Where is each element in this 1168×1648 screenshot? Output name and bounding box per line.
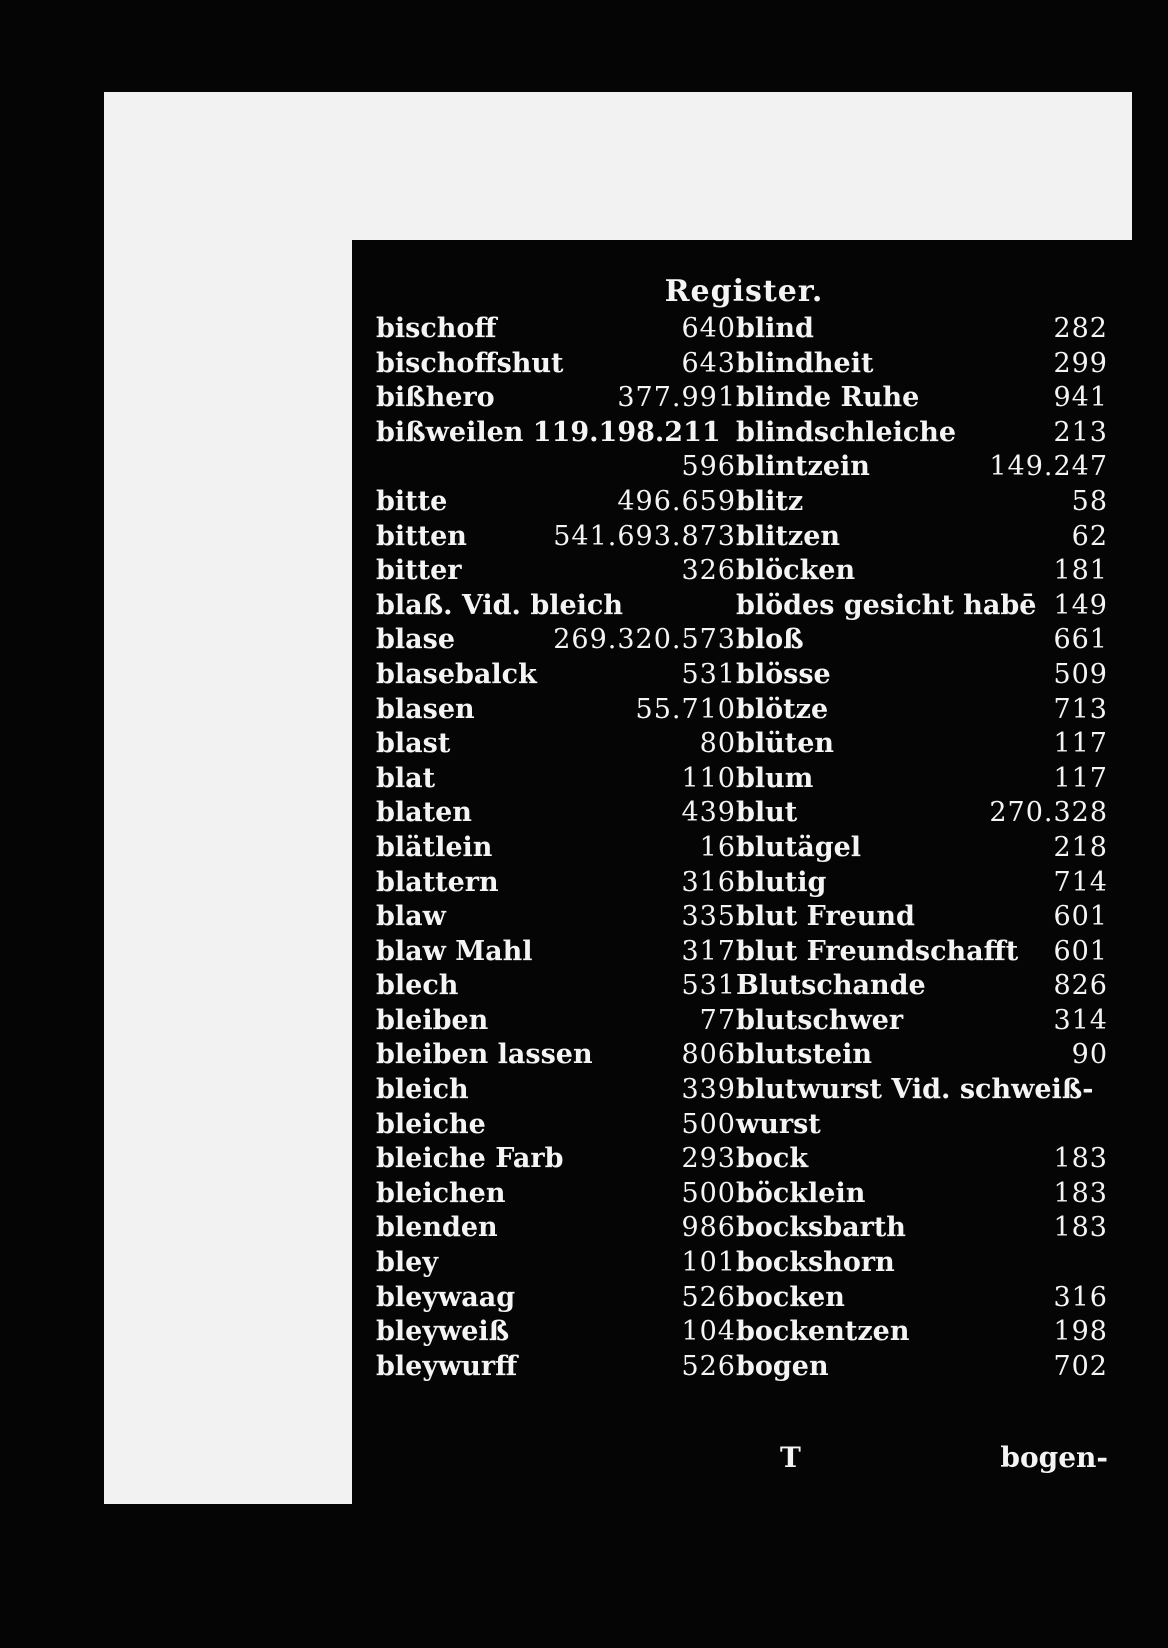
- index-entry: [736, 1177, 1108, 1212]
- index-entry: [736, 589, 1108, 624]
- entry-term: böcklein: [736, 1177, 866, 1209]
- entry-page-refs: 16: [699, 831, 736, 863]
- entry-page-refs: 117: [1053, 762, 1108, 794]
- catchword: bogen-: [1000, 1441, 1108, 1474]
- entry-page-refs: 316: [1053, 1281, 1108, 1313]
- entry-term: blöcken: [736, 555, 856, 587]
- index-entry: [376, 831, 736, 866]
- index-column-left: [376, 312, 736, 1384]
- entry-term: bleywaag: [376, 1281, 516, 1313]
- index-entry: [376, 1038, 736, 1073]
- entry-term: blase: [376, 624, 456, 656]
- index-entry: [376, 1246, 736, 1281]
- entry-page-refs: 941: [1053, 382, 1108, 414]
- entry-page-refs: 183: [1053, 1212, 1108, 1244]
- index-entry: [376, 727, 736, 762]
- entry-page-refs: 335: [681, 901, 736, 933]
- entry-page-refs: 702: [1053, 1350, 1108, 1382]
- entry-term: blum: [736, 762, 814, 794]
- entry-term: bischoff: [376, 313, 497, 344]
- index-entry: [376, 1211, 736, 1246]
- index-entry: [736, 347, 1108, 382]
- entry-page-refs: 713: [1053, 693, 1108, 725]
- entry-page-refs: 439: [681, 797, 736, 829]
- catchword-line: [736, 1440, 1108, 1476]
- entry-page-refs: 601: [1053, 901, 1108, 933]
- index-entry: [376, 796, 736, 831]
- entry-page-refs: 496.659: [617, 485, 736, 517]
- index-entry: [376, 900, 736, 935]
- paper-sheet: [104, 92, 1132, 1504]
- entry-term: blinde Ruhe: [736, 382, 920, 414]
- entry-term: bleichen: [376, 1177, 506, 1209]
- entry-page-refs: 526: [681, 1281, 736, 1313]
- entry-term: Blutschande: [736, 970, 926, 1002]
- index-entry: [736, 900, 1108, 935]
- entry-term: bley: [376, 1247, 439, 1279]
- index-entry: [736, 935, 1108, 970]
- entry-page-refs: 526: [681, 1350, 736, 1382]
- entry-page-refs: 58: [1071, 485, 1108, 517]
- index-entry: [736, 1315, 1108, 1350]
- entry-term: bleywurff: [376, 1350, 518, 1382]
- entry-term: bleich: [376, 1074, 469, 1106]
- index-entry: [736, 1073, 1108, 1108]
- entry-term: blösse: [736, 658, 831, 690]
- index-entry: [736, 416, 1108, 451]
- entry-term: bitte: [376, 485, 448, 517]
- entry-term: blaw: [376, 901, 446, 933]
- entry-page-refs: 77: [699, 1004, 736, 1036]
- entry-page-refs: 149.247: [989, 451, 1108, 483]
- entry-term: bockshorn: [736, 1247, 895, 1279]
- index-entry: [376, 416, 736, 451]
- index-entry: [376, 1281, 736, 1316]
- entry-page-refs: 316: [681, 866, 736, 898]
- entry-page-refs: 500: [681, 1108, 736, 1140]
- entry-page-refs: 104: [681, 1316, 736, 1348]
- register-page: [352, 240, 1136, 1562]
- entry-page-refs: 806: [681, 1039, 736, 1071]
- entry-term: blat: [376, 762, 436, 794]
- index-entry: [376, 312, 736, 347]
- entry-term: bogen: [736, 1350, 829, 1382]
- index-entry: [376, 554, 736, 589]
- index-entry: [376, 1315, 736, 1350]
- index-entry: [736, 1142, 1108, 1177]
- entry-page-refs: 149: [1053, 589, 1108, 621]
- index-entry: [736, 796, 1108, 831]
- index-entry: [376, 693, 736, 728]
- index-entry: [376, 935, 736, 970]
- index-entry: [736, 762, 1108, 797]
- entry-page-refs: 218: [1053, 831, 1108, 863]
- entry-term: blutwurst Vid. schweiß-: [736, 1074, 1094, 1106]
- entry-term: blutig: [736, 866, 827, 898]
- index-entry: [736, 381, 1108, 416]
- entry-term: blaß. Vid. bleich: [376, 589, 623, 621]
- entry-page-refs: 531: [681, 970, 736, 1002]
- index-entry: [376, 866, 736, 901]
- entry-term: blaten: [376, 797, 472, 829]
- signature-mark: T: [780, 1441, 801, 1474]
- entry-term: blech: [376, 970, 459, 1002]
- entry-page-refs: 541.693.873: [553, 520, 736, 552]
- entry-page-refs: 314: [1053, 1004, 1108, 1036]
- entry-term: bleiche: [376, 1108, 486, 1140]
- entry-page-refs: 198: [1053, 1316, 1108, 1348]
- entry-term: blaw Mahl: [376, 935, 533, 967]
- entry-term: wurst: [736, 1108, 821, 1140]
- entry-page-refs: 299: [1053, 347, 1108, 379]
- entry-page-refs: 269.320.573: [553, 624, 736, 656]
- entry-page-refs: 986: [681, 1212, 736, 1244]
- entry-page-refs: 339: [681, 1074, 736, 1106]
- entry-term: blindschleiche: [736, 416, 957, 448]
- index-entry: [376, 589, 736, 624]
- index-entry: [376, 658, 736, 693]
- entry-term: bocksbarth: [736, 1212, 906, 1244]
- entry-page-refs: 596: [681, 451, 736, 483]
- index-entry: [376, 1350, 736, 1385]
- index-entry: [736, 658, 1108, 693]
- entry-term: blut Freund: [736, 901, 915, 933]
- entry-page-refs: 183: [1053, 1143, 1108, 1175]
- entry-page-refs: 509: [1053, 658, 1108, 690]
- index-entry: [736, 831, 1108, 866]
- entry-term: bitter: [376, 555, 462, 587]
- index-entry: [736, 1246, 1108, 1281]
- index-entry: [376, 1108, 736, 1143]
- entry-term: blast: [376, 728, 451, 760]
- entry-page-refs: 640: [681, 313, 736, 344]
- index-entry: [736, 1108, 1108, 1143]
- index-entry: [376, 623, 736, 658]
- entry-page-refs: 377.991: [617, 382, 736, 414]
- entry-term: blätlein: [376, 831, 493, 863]
- index-entry: [376, 381, 736, 416]
- index-entry: [376, 1142, 736, 1177]
- page-title: Register.: [664, 274, 824, 309]
- index-entry: [736, 866, 1108, 901]
- index-entry: [736, 969, 1108, 1004]
- index-entry: [376, 969, 736, 1004]
- entry-page-refs: 213: [1053, 416, 1108, 448]
- entry-page-refs: 317: [681, 935, 736, 967]
- entry-term: blut: [736, 797, 798, 829]
- entry-page-refs: 55.710: [635, 693, 736, 725]
- entry-term: bitten: [376, 520, 467, 552]
- index-entry: [376, 762, 736, 797]
- entry-term: bloß: [736, 624, 804, 656]
- entry-term: bockentzen: [736, 1316, 910, 1348]
- entry-page-refs: 110: [681, 762, 736, 794]
- entry-page-refs: 714: [1053, 866, 1108, 898]
- entry-page-refs: 531: [681, 658, 736, 690]
- entry-term: bißweilen 119.198.211: [376, 416, 721, 448]
- entry-term: blitz: [736, 485, 804, 517]
- entry-term: bißhero: [376, 382, 495, 414]
- entry-term: blödes gesicht habē: [736, 589, 1037, 621]
- index-entry: [736, 485, 1108, 520]
- entry-term: blattern: [376, 866, 499, 898]
- index-entry: [736, 1038, 1108, 1073]
- index-entry: [736, 1211, 1108, 1246]
- index-entry: [736, 554, 1108, 589]
- index-entry: [736, 1281, 1108, 1316]
- entry-page-refs: 270.328: [989, 797, 1108, 829]
- index-entry: [736, 312, 1108, 347]
- entry-term: blitzen: [736, 520, 841, 552]
- entry-term: blenden: [376, 1212, 498, 1244]
- index-entry: [376, 485, 736, 520]
- entry-page-refs: 80: [699, 728, 736, 760]
- entry-page-refs: 643: [681, 347, 736, 379]
- entry-term: bleiche Farb: [376, 1143, 564, 1175]
- index-entry: [736, 623, 1108, 658]
- index-entry: [376, 1073, 736, 1108]
- entry-term: bischoffshut: [376, 347, 564, 379]
- entry-page-refs: 183: [1053, 1177, 1108, 1209]
- index-entry: [376, 520, 736, 555]
- entry-term: blutschwer: [736, 1004, 904, 1036]
- index-entry: [736, 1350, 1108, 1385]
- index-entry: [376, 450, 736, 485]
- entry-term: blutägel: [736, 831, 862, 863]
- entry-page-refs: 181: [1053, 555, 1108, 587]
- entry-term: blutstein: [736, 1039, 872, 1071]
- entry-page-refs: 326: [681, 555, 736, 587]
- index-entry: [736, 693, 1108, 728]
- index-entry: [736, 450, 1108, 485]
- entry-page-refs: 826: [1053, 970, 1108, 1002]
- entry-term: bocken: [736, 1281, 845, 1313]
- entry-page-refs: 500: [681, 1177, 736, 1209]
- entry-term: blindheit: [736, 347, 874, 379]
- entry-term: blötze: [736, 693, 829, 725]
- entry-page-refs: 601: [1053, 935, 1108, 967]
- entry-term: blasebalck: [376, 658, 537, 690]
- entry-term: bleyweiß: [376, 1316, 510, 1348]
- index-entry: [376, 1177, 736, 1212]
- entry-page-refs: 282: [1053, 313, 1108, 344]
- entry-page-refs: 90: [1071, 1039, 1108, 1071]
- entry-page-refs: 661: [1053, 624, 1108, 656]
- index-entry: [376, 347, 736, 382]
- entry-term: bleiben: [376, 1004, 489, 1036]
- entry-page-refs: 117: [1053, 728, 1108, 760]
- entry-term: blasen: [376, 693, 475, 725]
- entry-term: blintzein: [736, 451, 870, 483]
- entry-page-refs: 101: [681, 1247, 736, 1279]
- entry-page-refs: 62: [1071, 520, 1108, 552]
- index-column-right: [736, 312, 1108, 1384]
- entry-term: blind: [736, 313, 814, 344]
- entry-term: blut Freundschafft: [736, 935, 1019, 967]
- entry-term: blüten: [736, 728, 835, 760]
- index-entry: [376, 1004, 736, 1039]
- entry-term: bleiben lassen: [376, 1039, 593, 1071]
- entry-page-refs: 293: [681, 1143, 736, 1175]
- index-entry: [736, 1004, 1108, 1039]
- entry-term: bock: [736, 1143, 809, 1175]
- index-entry: [736, 520, 1108, 555]
- index-entry: [736, 727, 1108, 762]
